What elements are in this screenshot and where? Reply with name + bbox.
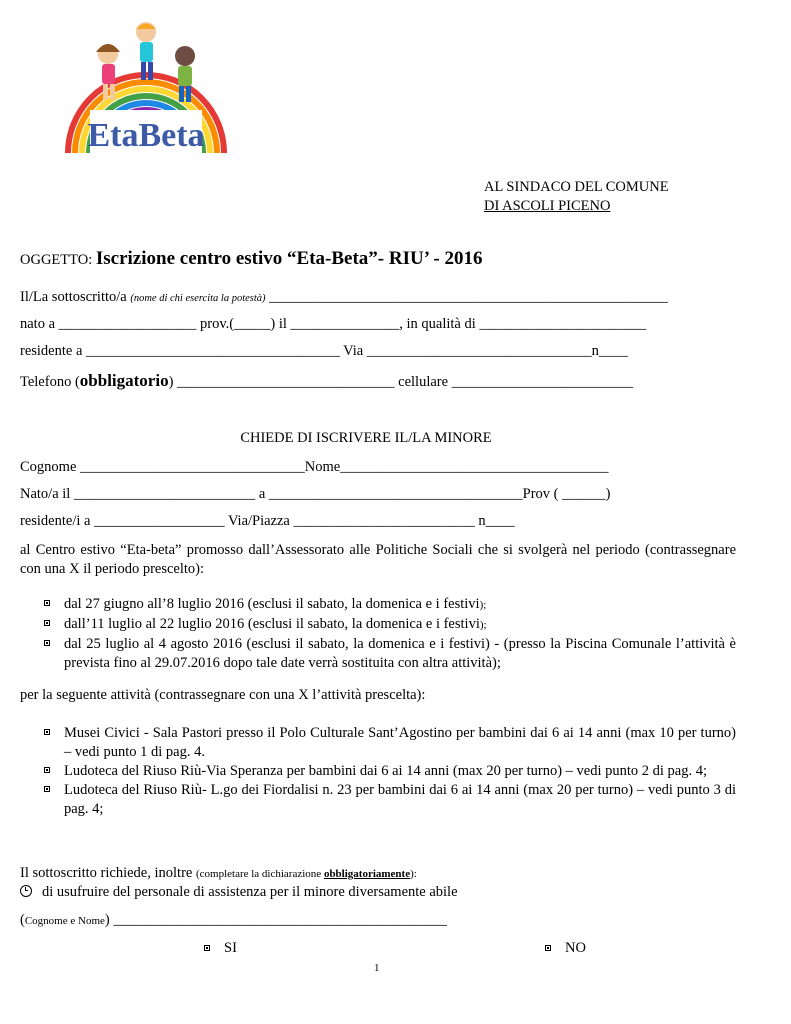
- assistance-text: di usufruire del personale di assistenza per il minore diversamente abile: [42, 884, 458, 900]
- period-intro: al Centro estivo “Eta-beta” promosso dall’Assessorato alle Politiche Sociali che si svolgerà nel periodo (contrassegnare con una X il periodo prescelto):: [20, 542, 736, 577]
- activity-list: [44, 724, 736, 819]
- phone-mandatory: obbligatorio: [79, 371, 169, 390]
- activity-option-3[interactable]: Ludoteca del Riuso Riù- L.go dei Fiordalisi n. 23 per bambini dai 6 ai 14 anni (max 20 per turno) – vedi punto 3 di pag. 4;: [44, 781, 736, 819]
- checkbox-icon[interactable]: [44, 640, 50, 646]
- choice-yes-label: SI: [224, 940, 237, 956]
- addressee-line-2: [484, 197, 610, 216]
- phone-fields[interactable]: ) ______________________________ cellulare _________________________: [168, 374, 633, 390]
- checkbox-icon[interactable]: [545, 945, 551, 951]
- clock-icon: [20, 885, 32, 897]
- addressee-city: DI ASCOLI PICENO: [484, 198, 611, 214]
- further-request-note: (completare la dichiarazione obbligatoriamente):: [195, 868, 417, 880]
- activity-option-1[interactable]: Musei Civici - Sala Pastori presso il Polo Culturale Sant’Agostino per bambini dai 6 ai 14 anni (max 10 per turno) – vedi punto 1 di pag. 4.: [44, 724, 736, 762]
- logo-wordmark: EtaBeta: [87, 117, 205, 154]
- minor-residence-line[interactable]: residente/i a __________________ Via/Piazza _________________________ n____: [20, 513, 515, 529]
- assistance-line[interactable]: [20, 884, 458, 901]
- assistance-name-field[interactable]: ) ______________________________________________: [104, 912, 447, 928]
- checkbox-icon[interactable]: [44, 767, 50, 773]
- minor-birth-line[interactable]: Nato/a il _________________________ a ___________________________________Prov ( ______): [20, 486, 611, 502]
- period-list: [44, 595, 736, 673]
- further-request-label: Il sottoscritto richiede, inoltre: [20, 865, 196, 881]
- subject-label: OGGETTO:: [20, 252, 96, 268]
- phone-label: Telefono (: [20, 374, 80, 390]
- activity-option-2[interactable]: Ludoteca del Riuso Riù-Via Speranza per bambini dai 6 ai 14 anni (max 20 per turno) – vedi punto 2 di pag. 4;: [44, 762, 736, 781]
- logo-artwork: [60, 18, 232, 158]
- applicant-phone-line[interactable]: [20, 371, 633, 391]
- minor-name-line[interactable]: Cognome _______________________________Nome_____________________________________: [20, 459, 609, 475]
- checkbox-icon[interactable]: [44, 729, 50, 735]
- applicant-residence-line[interactable]: residente a ___________________________________ Via _______________________________n____: [20, 343, 628, 359]
- activity-intro: per la seguente attività (contrassegnare con una X l’attività prescelta):: [20, 687, 426, 703]
- further-request-line: [20, 865, 417, 882]
- request-heading: CHIEDE DI ISCRIVERE IL/LA MINORE: [240, 430, 492, 446]
- period-option-3[interactable]: dal 25 luglio al 4 agosto 2016 (esclusi il sabato, la domenica e i festivi) - (presso la Piscina Comunale l’attività è prevista fino al 29.07.2016 dopo tale date verrà sostituita con altra attività);: [44, 635, 736, 673]
- choice-yes[interactable]: [204, 940, 237, 957]
- applicant-name-line: [20, 289, 668, 306]
- addressee-line-1: AL SINDACO DEL COMUNE: [484, 179, 669, 195]
- checkbox-icon[interactable]: [44, 600, 50, 606]
- checkbox-icon[interactable]: [44, 786, 50, 792]
- applicant-birth-line[interactable]: nato a ___________________ prov.(_____) il _______________, in qualità di _______________________: [20, 316, 647, 332]
- applicant-name-label: Il/La sottoscritto/a: [20, 289, 131, 305]
- applicant-name-field[interactable]: _______________________________________________________: [265, 289, 668, 305]
- period-option-2[interactable]: dall’11 luglio al 22 luglio 2016 (esclusi il sabato, la domenica e i festivi);: [44, 615, 736, 635]
- subject-line: [20, 248, 482, 270]
- period-option-1[interactable]: dal 27 giugno all’8 luglio 2016 (esclusi il sabato, la domenica e i festivi);: [44, 595, 736, 615]
- page-number: 1: [374, 962, 380, 974]
- etabeta-logo: [60, 18, 232, 158]
- applicant-name-note: (nome di chi esercita la potestà): [130, 293, 266, 304]
- choice-no-label: NO: [565, 940, 586, 956]
- subject-title: Iscrizione centro estivo “Eta-Beta”- RIU’ - 2016: [95, 248, 483, 269]
- assistance-name-label: Cognome e Nome: [24, 915, 105, 927]
- checkbox-icon[interactable]: [44, 620, 50, 626]
- assistance-name-line[interactable]: (Cognome e Nome) ______________________________________________: [20, 912, 447, 928]
- choice-no[interactable]: [545, 940, 586, 957]
- checkbox-icon[interactable]: [204, 945, 210, 951]
